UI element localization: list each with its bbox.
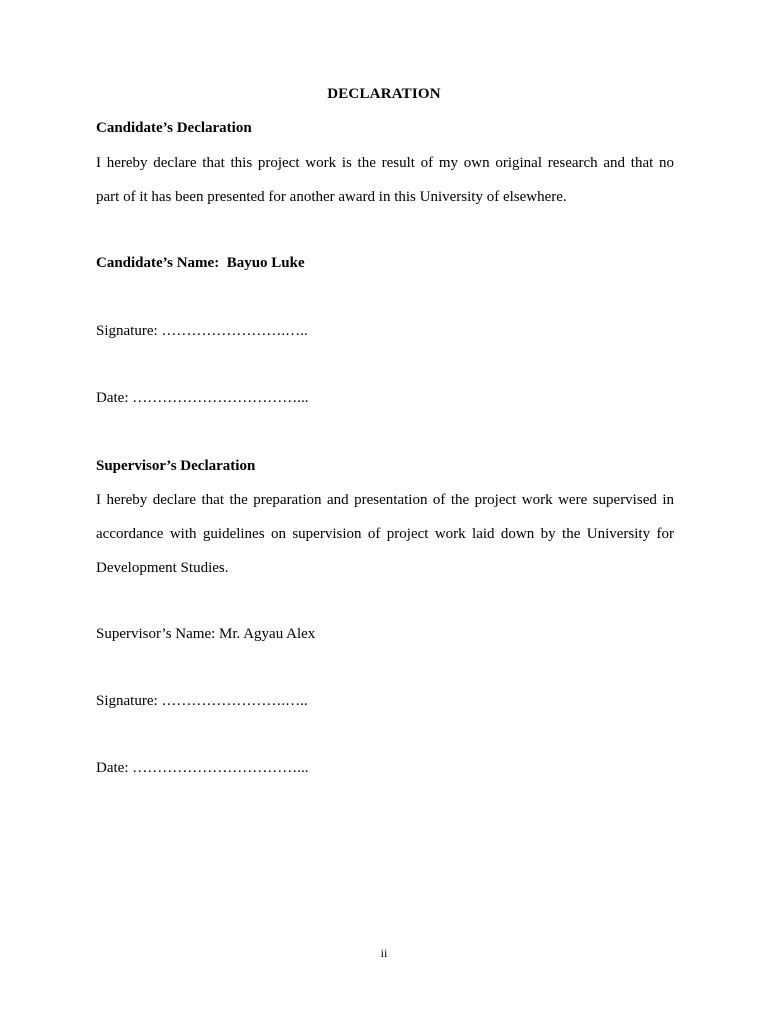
- page-number: ii: [380, 946, 388, 960]
- supervisor-declaration-heading: Supervisor’s Declaration: [96, 458, 256, 474]
- candidate-signature-line: …………………….…..: [161, 323, 308, 339]
- supervisor-date-row: [96, 760, 308, 777]
- candidate-name-row: [96, 255, 305, 272]
- candidate-date-label: Date:: [96, 390, 129, 406]
- candidate-signature-row: [96, 323, 308, 340]
- supervisor-name-row: [96, 626, 315, 643]
- candidate-statement-line-1: I hereby declare that this project work is the result of my own original research and that no: [96, 155, 674, 171]
- supervisor-name-label: Supervisor’s Name:: [96, 626, 216, 642]
- candidate-declaration-heading: Candidate’s Declaration: [96, 120, 252, 136]
- candidate-date-line: ……………………………...: [132, 390, 309, 406]
- supervisor-name-value: Mr. Agyau Alex: [219, 626, 316, 642]
- supervisor-signature-row: [96, 693, 308, 710]
- candidate-statement-line-2: part of it has been presented for another award in this University of elsewhere.: [96, 189, 567, 205]
- candidate-date-row: [96, 390, 308, 407]
- supervisor-signature-line: …………………….…..: [161, 693, 308, 709]
- candidate-declaration-statement: [96, 146, 674, 214]
- supervisor-date-label: Date:: [96, 760, 129, 776]
- page-title: DECLARATION: [327, 86, 441, 102]
- supervisor-statement-line-2: accordance with guidelines on supervision of project work laid down by the University for: [96, 526, 674, 542]
- candidate-name-label: Candidate’s Name:: [96, 255, 220, 271]
- candidate-name-value: Bayuo Luke: [226, 255, 305, 271]
- supervisor-declaration-statement: [96, 483, 674, 585]
- supervisor-statement-line-1: I hereby declare that the preparation and presentation of the project work were supervised in: [96, 492, 674, 508]
- supervisor-signature-label: Signature:: [96, 693, 158, 709]
- supervisor-statement-line-3: Development Studies.: [96, 560, 229, 576]
- supervisor-date-line: ……………………………...: [132, 760, 309, 776]
- candidate-signature-label: Signature:: [96, 323, 158, 339]
